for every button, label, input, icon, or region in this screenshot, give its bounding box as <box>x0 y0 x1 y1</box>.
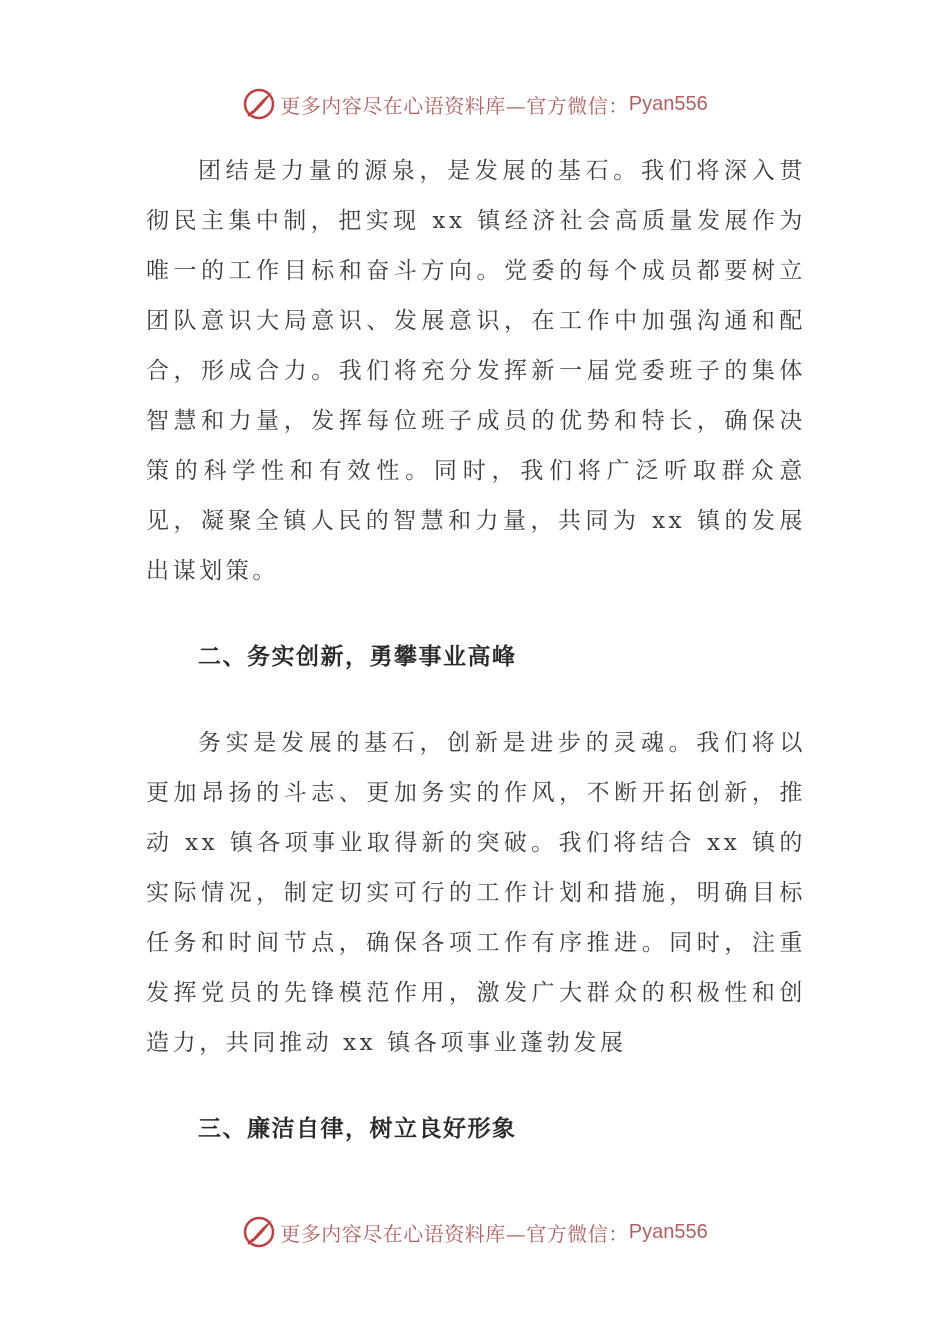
quill-logo-icon <box>242 1215 276 1249</box>
watermark-text: 更多内容尽在心语资料库—官方微信： <box>280 93 629 118</box>
watermark-wechat-id: Pyan556 <box>628 92 708 115</box>
watermark-text: 更多内容尽在心语资料库—官方微信： <box>280 1221 629 1246</box>
watermark-wechat-id: Pyan556 <box>628 1220 708 1243</box>
footer-watermark <box>0 1212 950 1252</box>
section-heading-3: 三、廉洁自律，树立良好形象 <box>198 1116 517 1142</box>
paragraph-unity: 团结是力量的源泉，是发展的基石。我们将深入贯彻民主集中制，把实现 xx 镇经济社会高质量发展作为唯一的工作目标和奋斗方向。党委的每个成员都要树立团队意识大局意识、发展意识，在工作中加强沟通和配合，形成合力。我们将充分发挥新一届党委班子的集体智慧和力量，发挥每位班子成员的优势和特长，确保决策的科学性和有效性。同时，我们将广泛听取群众意见，凝聚全镇人民的智慧和力量，共同为 xx 镇的发展出谋划策。 <box>146 158 806 584</box>
quill-logo-icon <box>242 87 276 121</box>
paragraph-pragmatic: 务实是发展的基石，创新是进步的灵魂。我们将以更加昂扬的斗志、更加务实的作风，不断开拓创新，推动 xx 镇各项事业取得新的突破。我们将结合 xx 镇的实际情况，制定切实可行的工作计划和措施，明确目标任务和时间节点，确保各项工作有序推进。同时，注重发挥党员的先锋模范作用，激发广大群众的积极性和创造力，共同推动 xx 镇各项事业蓬勃发展 <box>146 730 806 1056</box>
document-body <box>146 146 806 1154</box>
header-watermark <box>0 84 950 124</box>
section-heading-2: 二、务实创新，勇攀事业高峰 <box>198 644 517 670</box>
